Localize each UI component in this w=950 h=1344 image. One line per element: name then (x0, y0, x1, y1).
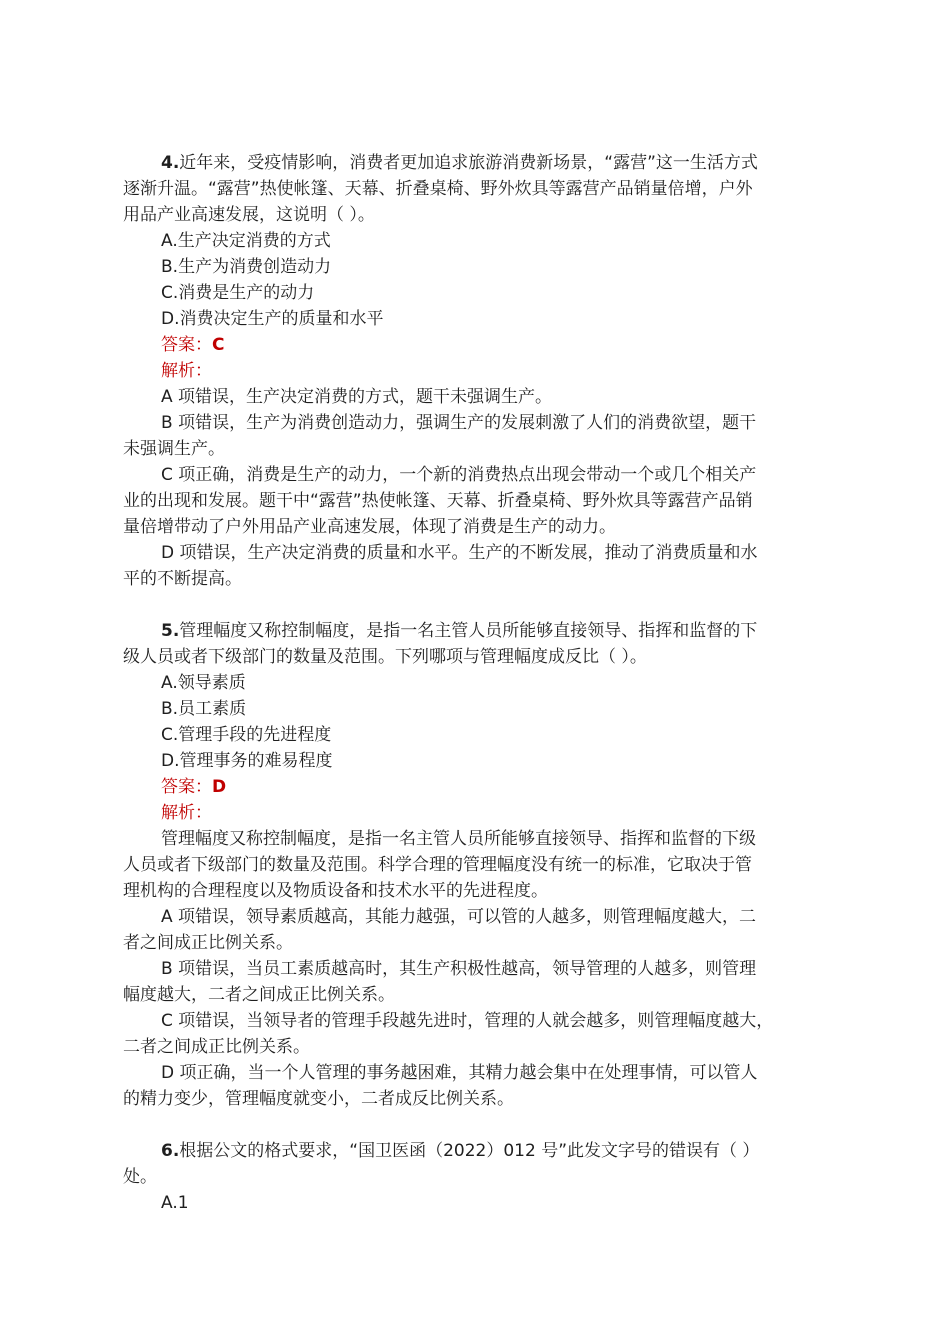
answer-line (123, 332, 837, 358)
question-stem-line: 用品产业高速发展，这说明（ ）。 (123, 205, 375, 225)
analysis-line: A 项错误，生产决定消费的方式，题干未强调生产。 (161, 387, 553, 407)
option-c: C.管理手段的先进程度 (161, 725, 332, 745)
question-stem-line: 处。 (123, 1167, 157, 1187)
analysis-line: C 项正确，消费是生产的动力，一个新的消费热点出现会带动一个或几个相关产 (161, 465, 757, 485)
analysis-line: 二者之间成正比例关系。 (123, 1037, 310, 1057)
analysis-line: 平的不断提高。 (123, 569, 242, 589)
option-a: A.领导素质 (161, 673, 246, 693)
question-6 (123, 1138, 837, 1216)
question-stem-line: 6.根据公文的格式要求，“国卫医函（2022）012 号”此发文字号的错误有（ ） (161, 1141, 760, 1161)
question-4 (123, 150, 837, 592)
option-a: A.1 (161, 1193, 189, 1213)
answer-value: C (212, 335, 225, 355)
section-gap (123, 1112, 837, 1138)
analysis-line: 量倍增带动了户外用品产业高速发展，体现了消费是生产的动力。 (123, 517, 616, 537)
analysis-line: D 项错误，生产决定消费的质量和水平。生产的不断发展，推动了消费质量和水 (161, 543, 758, 563)
answer-value: D (212, 777, 227, 797)
analysis-label: 解析： (161, 361, 212, 381)
analysis-line: 幅度越大，二者之间成正比例关系。 (123, 985, 395, 1005)
analysis-line: 的精力变少，管理幅度就变小，二者成反比例关系。 (123, 1089, 514, 1109)
question-stem-line: 4.近年来，受疫情影响，消费者更加追求旅游消费新场景，“露营”这一生活方式 (161, 153, 758, 173)
answer-label: 答案： (161, 777, 212, 797)
analysis-line: 管理幅度又称控制幅度，是指一名主管人员所能够直接领导、指挥和监督的下级 (161, 829, 756, 849)
option-b: B.生产为消费创造动力 (161, 257, 332, 277)
section-gap (123, 592, 837, 618)
analysis-line: A 项错误，领导素质越高，其能力越强，可以管的人越多，则管理幅度越大，二 (161, 907, 757, 927)
question-stem-line: 级人员或者下级部门的数量及范围。下列哪项与管理幅度成反比（ ）。 (123, 647, 647, 667)
question-number: 4. (161, 153, 180, 173)
analysis-line: 未强调生产。 (123, 439, 225, 459)
answer-label: 答案： (161, 335, 212, 355)
option-a: A.生产决定消费的方式 (161, 231, 331, 251)
option-b: B.员工素质 (161, 699, 247, 719)
option-d: D.消费决定生产的质量和水平 (161, 309, 384, 329)
question-number: 5. (161, 621, 180, 641)
analysis-label: 解析： (161, 803, 212, 823)
question-number: 6. (161, 1141, 180, 1161)
option-c: C.消费是生产的动力 (161, 283, 315, 303)
option-d: D.管理事务的难易程度 (161, 751, 333, 771)
question-stem-line: 5.管理幅度又称控制幅度，是指一名主管人员所能够直接领导、指挥和监督的下 (161, 621, 758, 641)
question-stem-line: 逐渐升温。“露营”热使帐篷、天幕、折叠桌椅、野外炊具等露营产品销量倍增，户外 (123, 179, 753, 199)
answer-line (123, 774, 837, 800)
document-content (123, 150, 837, 1216)
analysis-line: B 项错误，当员工素质越高时，其生产积极性越高，领导管理的人越多，则管理 (161, 959, 757, 979)
analysis-line: D 项正确，当一个人管理的事务越困难，其精力越会集中在处理事情，可以管人 (161, 1063, 758, 1083)
question-5 (123, 618, 837, 1112)
analysis-line: 者之间成正比例关系。 (123, 933, 293, 953)
analysis-line: 人员或者下级部门的数量及范围。科学合理的管理幅度没有统一的标准，它取决于管 (123, 855, 752, 875)
analysis-line: C 项错误，当领导者的管理手段越先进时，管理的人就会越多，则管理幅度越大， (161, 1011, 774, 1031)
analysis-line: 理机构的合理程度以及物质设备和技术水平的先进程度。 (123, 881, 548, 901)
analysis-line: B 项错误，生产为消费创造动力，强调生产的发展刺激了人们的消费欲望，题干 (161, 413, 757, 433)
analysis-line: 业的出现和发展。题干中“露营”热使帐篷、天幕、折叠桌椅、野外炊具等露营产品销 (123, 491, 753, 511)
